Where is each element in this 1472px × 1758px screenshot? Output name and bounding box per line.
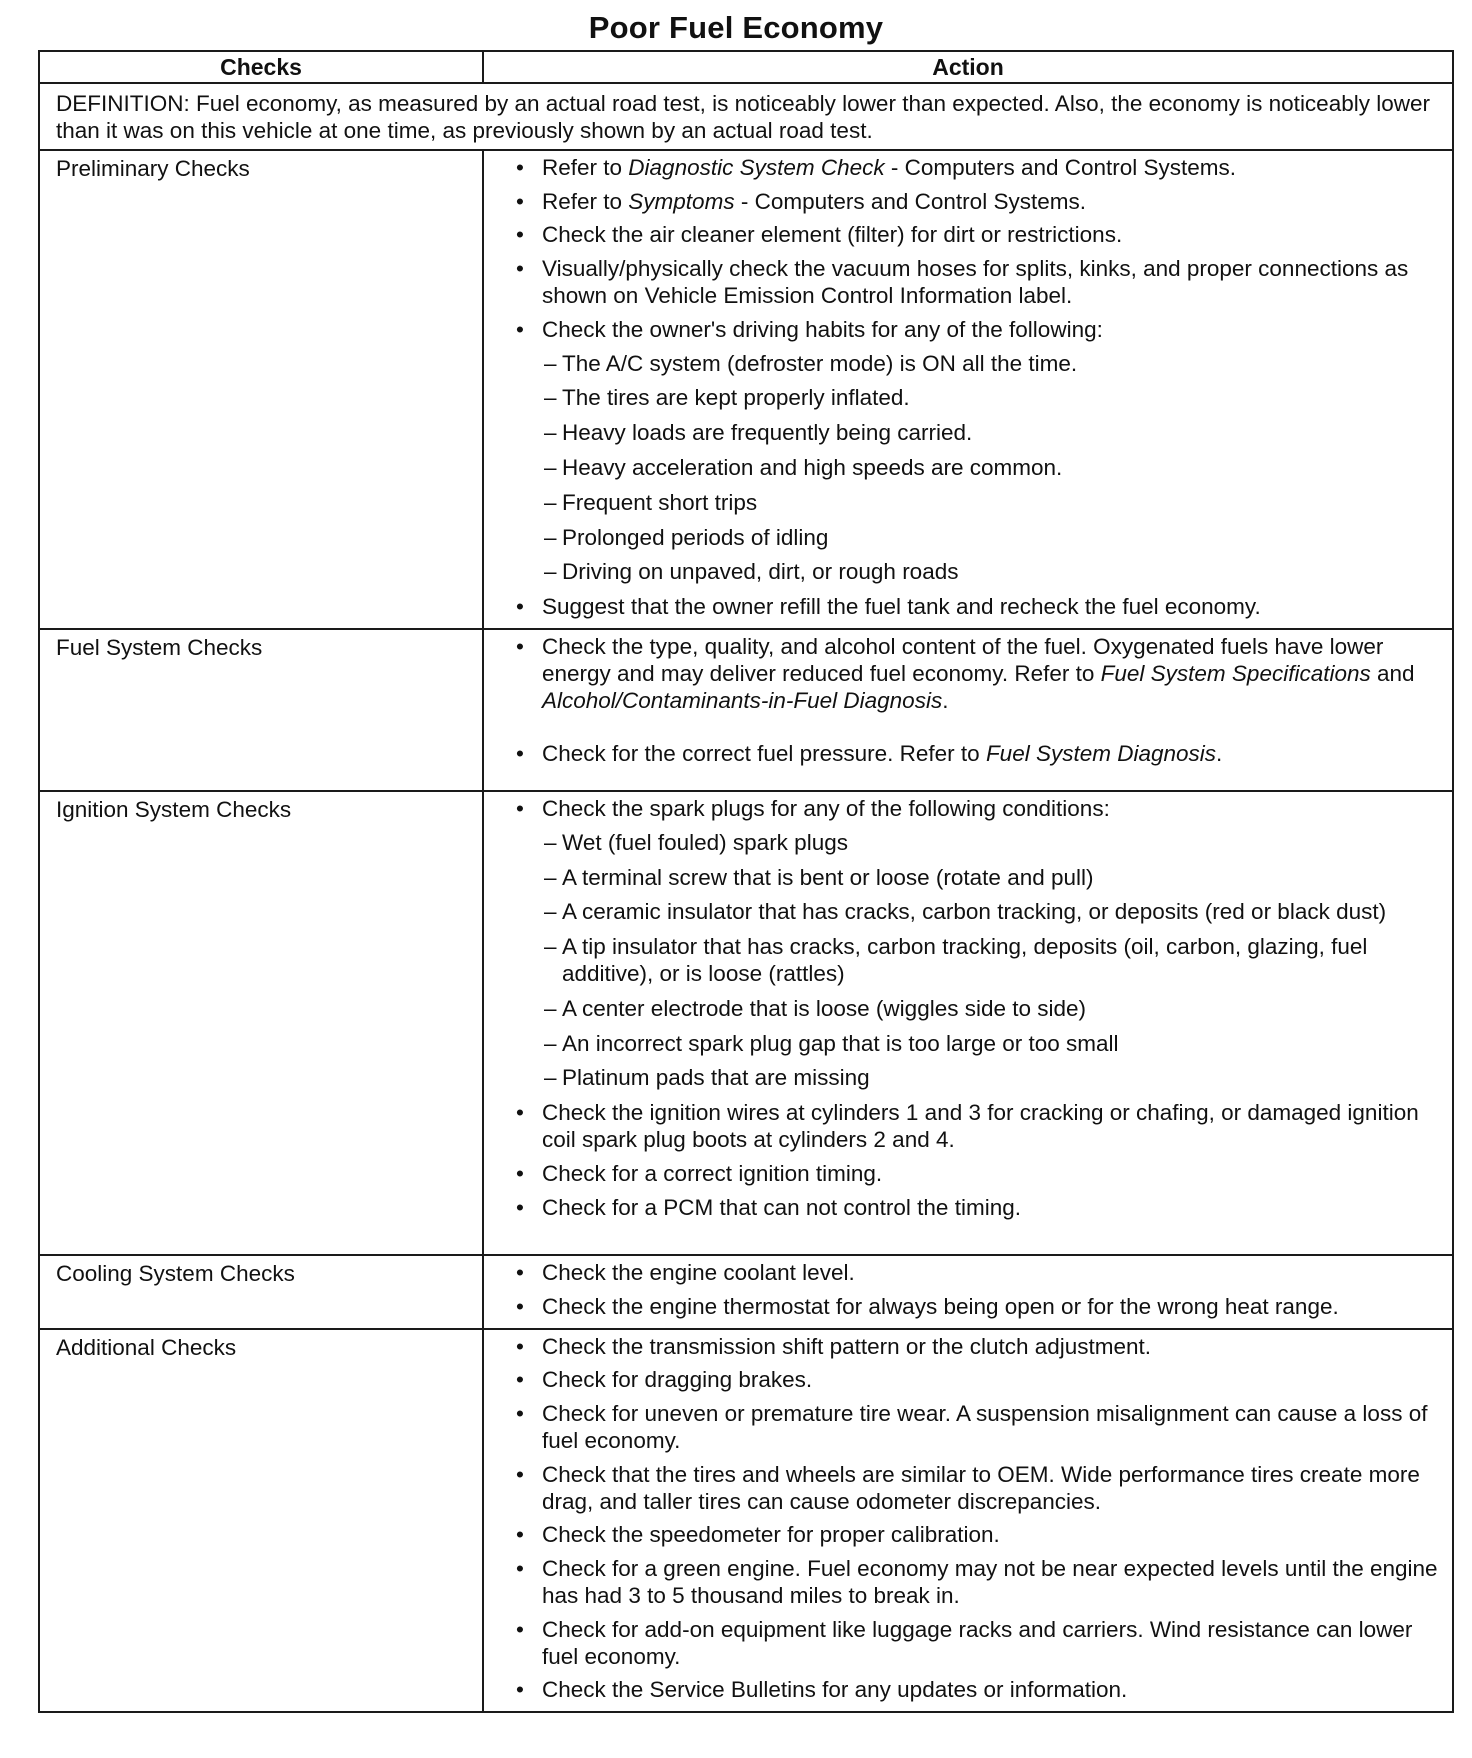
fuel-system-checks-label: Fuel System Checks [39, 629, 483, 791]
sub-list-item: – Prolonged periods of idling [512, 525, 1440, 552]
sub-list-item: – A center electrode that is loose (wiggles side to side) [512, 996, 1440, 1023]
table-row [39, 629, 1453, 791]
sub-list-item: – Platinum pads that are missing [512, 1065, 1440, 1092]
list-item: • Suggest that the owner refill the fuel tank and recheck the fuel economy. [512, 594, 1440, 621]
diagnostic-table [38, 50, 1454, 1713]
action-column-header: Action [483, 51, 1453, 83]
definition-text: DEFINITION: Fuel economy, as measured by an actual road test, is noticeably lower than expected. Also, the economy is noticeably lower than it was on this vehicle at one time, as previously shown by an actual road test. [39, 83, 1453, 150]
sub-list-item: – A terminal screw that is bent or loose (rotate and pull) [512, 865, 1440, 892]
sub-list-item: – A tip insulator that has cracks, carbon tracking, deposits (oil, carbon, glazing, fuel additive), or is loose (rattles) [512, 934, 1440, 988]
table-header-row [39, 51, 1453, 83]
ignition-system-actions [483, 791, 1453, 1255]
checks-column-header: Checks [39, 51, 483, 83]
list-item: • Check the ignition wires at cylinders 1 and 3 for cracking or chafing, or damaged ignition coil spark plug boots at cylinders 2 and 4. [512, 1100, 1440, 1154]
table-row [39, 791, 1453, 1255]
preliminary-checks-label: Preliminary Checks [39, 150, 483, 629]
preliminary-actions [483, 150, 1453, 629]
sub-list-item: – Wet (fuel fouled) spark plugs [512, 830, 1440, 857]
table-row [39, 150, 1453, 629]
sub-list-item: – An incorrect spark plug gap that is too large or too small [512, 1031, 1440, 1058]
fuel-system-actions [483, 629, 1453, 791]
definition-row [39, 83, 1453, 150]
list-item: • Check the owner's driving habits for any of the following: [512, 317, 1440, 344]
list-item: • Check the transmission shift pattern or the clutch adjustment. [512, 1334, 1440, 1361]
list-item: • Check for the correct fuel pressure. Refer to Fuel System Diagnosis. [512, 741, 1440, 768]
list-item: • Check the air cleaner element (filter) for dirt or restrictions. [512, 222, 1440, 249]
additional-actions [483, 1329, 1453, 1713]
ignition-system-checks-label: Ignition System Checks [39, 791, 483, 1255]
sub-list-item: – Frequent short trips [512, 490, 1440, 517]
page-title: Poor Fuel Economy [588, 10, 884, 45]
table-row [39, 1255, 1453, 1329]
list-item: • Check the engine coolant level. [512, 1260, 1440, 1287]
cooling-system-checks-label: Cooling System Checks [39, 1255, 483, 1329]
sub-list-item: – Heavy acceleration and high speeds are common. [512, 455, 1440, 482]
list-item: • Check that the tires and wheels are similar to OEM. Wide performance tires create more drag, and taller tires can cause odometer discrepancies. [512, 1462, 1440, 1516]
list-item: • Check the engine thermostat for always being open or for the wrong heat range. [512, 1294, 1440, 1321]
list-item: • Refer to Symptoms - Computers and Control Systems. [512, 189, 1440, 216]
list-item: • Check for dragging brakes. [512, 1367, 1440, 1394]
sub-list-item: – A ceramic insulator that has cracks, carbon tracking, or deposits (red or black dust) [512, 899, 1440, 926]
list-item: • Check for add-on equipment like luggage racks and carriers. Wind resistance can lower fuel economy. [512, 1617, 1440, 1671]
list-item: • Check for a correct ignition timing. [512, 1161, 1440, 1188]
list-item: • Check for a green engine. Fuel economy may not be near expected levels until the engine has had 3 to 5 thousand miles to break in. [512, 1556, 1440, 1610]
list-item: • Visually/physically check the vacuum hoses for splits, kinks, and proper connections as shown on Vehicle Emission Control Information label. [512, 256, 1440, 310]
list-item: • Check for uneven or premature tire wear. A suspension misalignment can cause a loss of fuel economy. [512, 1401, 1440, 1455]
additional-checks-label: Additional Checks [39, 1329, 483, 1713]
sub-list-item: – The tires are kept properly inflated. [512, 385, 1440, 412]
list-item: • Check the Service Bulletins for any updates or information. [512, 1677, 1440, 1704]
table-row [39, 1329, 1453, 1713]
list-item: • Check the spark plugs for any of the following conditions: [512, 796, 1440, 823]
list-item: • Check for a PCM that can not control the timing. [512, 1195, 1440, 1222]
list-item: • Check the speedometer for proper calibration. [512, 1522, 1440, 1549]
list-item: • Check the type, quality, and alcohol content of the fuel. Oxygenated fuels have lower energy and may deliver reduced fuel economy. Refer to Fuel System Specifications and Alcohol/Contaminants-in-Fuel Diagnosis. [512, 634, 1440, 714]
sub-list-item: – Heavy loads are frequently being carried. [512, 420, 1440, 447]
sub-list-item: – The A/C system (defroster mode) is ON all the time. [512, 351, 1440, 378]
cooling-system-actions [483, 1255, 1453, 1329]
sub-list-item: – Driving on unpaved, dirt, or rough roads [512, 559, 1440, 586]
list-item: • Refer to Diagnostic System Check - Computers and Control Systems. [512, 155, 1440, 182]
